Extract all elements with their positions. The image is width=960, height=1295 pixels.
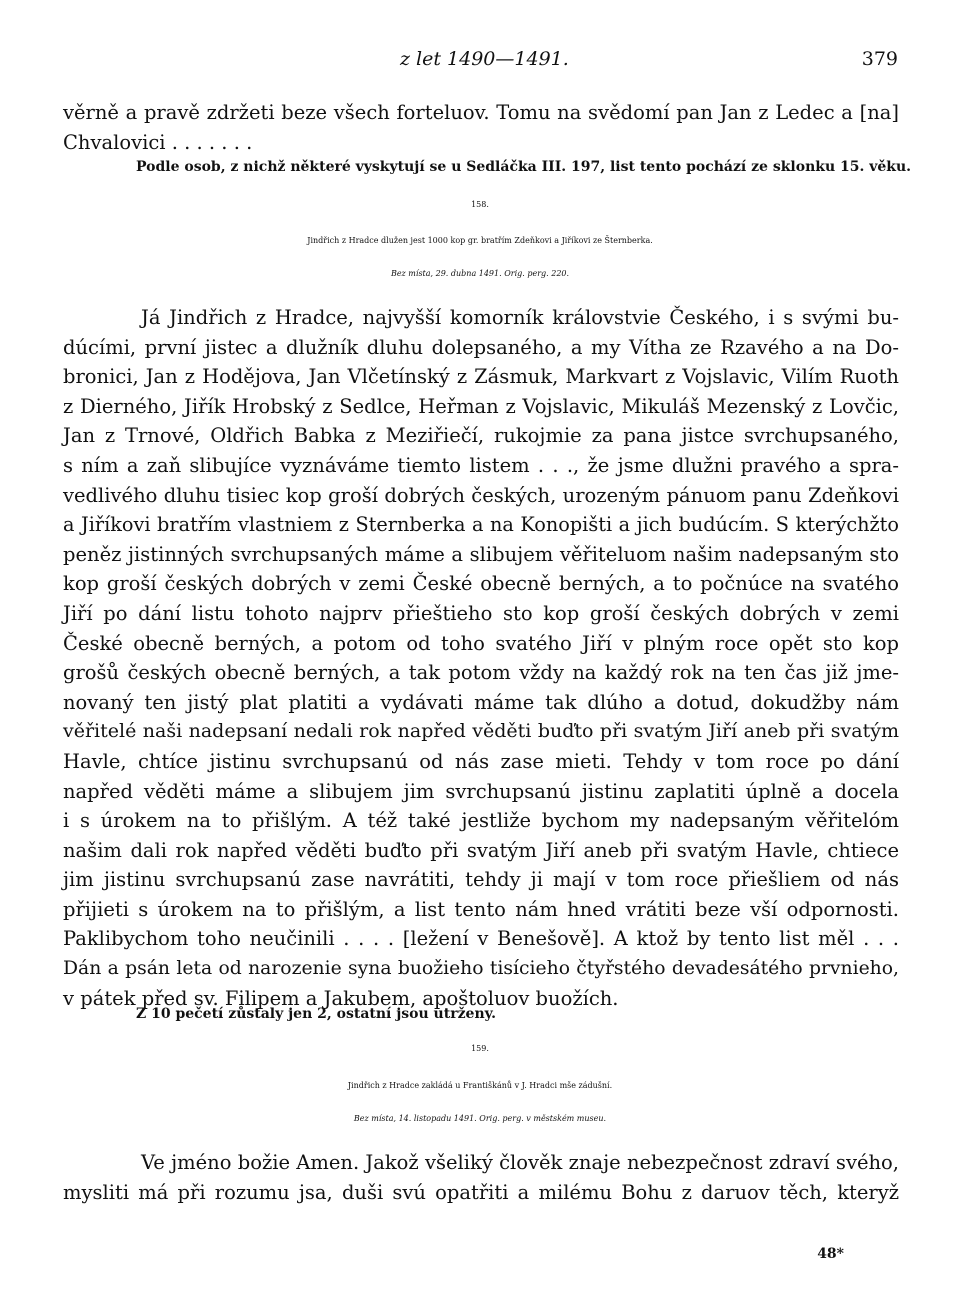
- document-body: [63, 1148, 899, 1207]
- running-head: z let 1490—1491.: [400, 48, 569, 70]
- text-line: a Jiříkovi bratřím vlastniem z Sternberka a na Konopišti a jich budúcím. S kterýchžto: [63, 513, 899, 537]
- document-dateline: Bez místa, 14. listopadu 1491. Orig. perg. v městském museu.: [353, 1114, 607, 1123]
- text-line: peněz jistinných svrchupsaných máme a slibujem věřiteluom našim nadepsaným sto: [63, 542, 899, 566]
- text-line: Já Jindřich z Hradce, najvyšší komorník královstvie Českého, i s svými bu-: [141, 306, 899, 329]
- text-line: Havle, chtíce jistinu svrchupsanú od nás zase mieti. Tehdy v tom roce po dání: [63, 749, 899, 773]
- signature-mark: 48*: [817, 1246, 844, 1262]
- text-line: Chvalovici . . . . . . .: [63, 130, 253, 154]
- text-line: přijieti s úrokem na to přišlým, a list tento nám hned vrátiti beze vší odpornosti.: [63, 897, 899, 921]
- text-line: Jiří po dání listu tohoto najprv přieštieho sto kop groší českých dobrých v zemi: [63, 601, 899, 625]
- text-line: v pátek před sv. Filipem a Jakubem, apoštoluov buožích.: [63, 986, 619, 1010]
- document-heading: Jindřich z Hradce zakládá u Františkánů v J. Hradci mše zádušní.: [347, 1081, 613, 1090]
- text-line: Jan z Trnové, Oldřich Babka z Meziřiečí, rukojmie za pana jistce svrchupsaného,: [63, 424, 899, 448]
- document-number: 159.: [471, 1044, 489, 1053]
- page-number: 379: [861, 48, 898, 70]
- text-line: bronici, Jan z Hodějova, Jan Vlčetínský z Zásmuk, Markvart z Vojslavic, Vilím Ruoth: [63, 365, 899, 389]
- text-line: České obecně berných, a potom od toho svatého Jiří v plným roce opět sto kop: [63, 631, 899, 655]
- document-heading: Jindřich z Hradce dlužen jest 1000 kop gr. bratřím Zdeňkovi a Jiříkovi ze Šternberka.: [307, 236, 653, 245]
- text-line: kop groší českých dobrých v zemi České obecně berných, a to počnúce na svatého: [63, 572, 899, 596]
- text-line: vedlivého dluhu tisiec kop groší dobrých českých, urozeným pánuom panu Zdeňkovi: [63, 483, 899, 507]
- opening-text: [63, 98, 899, 157]
- document-body: [63, 303, 899, 1013]
- editorial-note: Podle osob, z nichž některé vyskytují se u Sedláčka III. 197, list tento pochází ze sklonku 15. věku.: [136, 159, 912, 175]
- text-line: grošů českých obecně berných, a tak potom vždy na každý rok na ten čas již jme-: [63, 661, 899, 685]
- document-number: 158.: [471, 200, 489, 209]
- text-line: Paklibychom toho neučinili . . . . [ležení v Benešově]. A ktož by tento list měl . . .: [63, 927, 899, 951]
- text-line: z Dierného, Jiřík Hrobský z Sedlce, Heřman z Vojslavic, Mikuláš Mezenský z Lovčic,: [63, 394, 899, 418]
- text-line: mysliti má při rozumu jsa, duši svú opatřiti a milému Bohu z daruov těch, kteryž: [63, 1180, 899, 1204]
- text-line: věrně a pravě zdržeti beze všech forteluov. Tomu na svědomí pan Jan z Ledec a [na]: [63, 101, 899, 124]
- text-line: Dán a psán leta od narozenie syna buožieho tisícieho čtyřstého devadesátého prvnieho,: [63, 958, 899, 980]
- text-line: i s úrokem na to přišlým. A též také jestliže bychom my nadepsaným věřitelóm: [63, 809, 899, 833]
- text-line: s ním a zaň slibujíce vyznáváme tiemto listem . . ., že jsme dlužni pravého a spra-: [63, 453, 899, 477]
- editorial-note: Z 10 pečetí zůstaly jen 2, ostatní jsou utrženy.: [136, 1006, 497, 1022]
- text-line: Ve jméno božie Amen. Jakož všeliký člověk znaje nebezpečnost zdraví svého,: [141, 1151, 899, 1174]
- text-line: věřitelé naši nadepsaní nedali rok napřed věděti buďto při svatým Jiří aneb při svatým: [63, 720, 899, 743]
- document-dateline: Bez místa, 29. dubna 1491. Orig. perg. 220.: [390, 269, 570, 278]
- text-line: našim dali rok napřed věděti buďto při svatým Jiří aneb při svatým Havle, chtiece: [63, 838, 899, 862]
- text-line: novaný ten jistý plat platiti a vydávati máme tak dlúho a dotud, dokudžby nám: [63, 690, 899, 714]
- text-line: napřed věděti máme a slibujem jim svrchupsanú jistinu zaplatiti úplně a docela: [63, 779, 899, 803]
- text-line: dúcími, první jistec a dlužník dluhu dolepsaného, a my Vítha ze Rzavého a na Do-: [63, 335, 899, 359]
- text-line: jim jistinu svrchupsanú zase navrátiti, tehdy ji mají v tom roce přiešliem od nás: [63, 868, 899, 892]
